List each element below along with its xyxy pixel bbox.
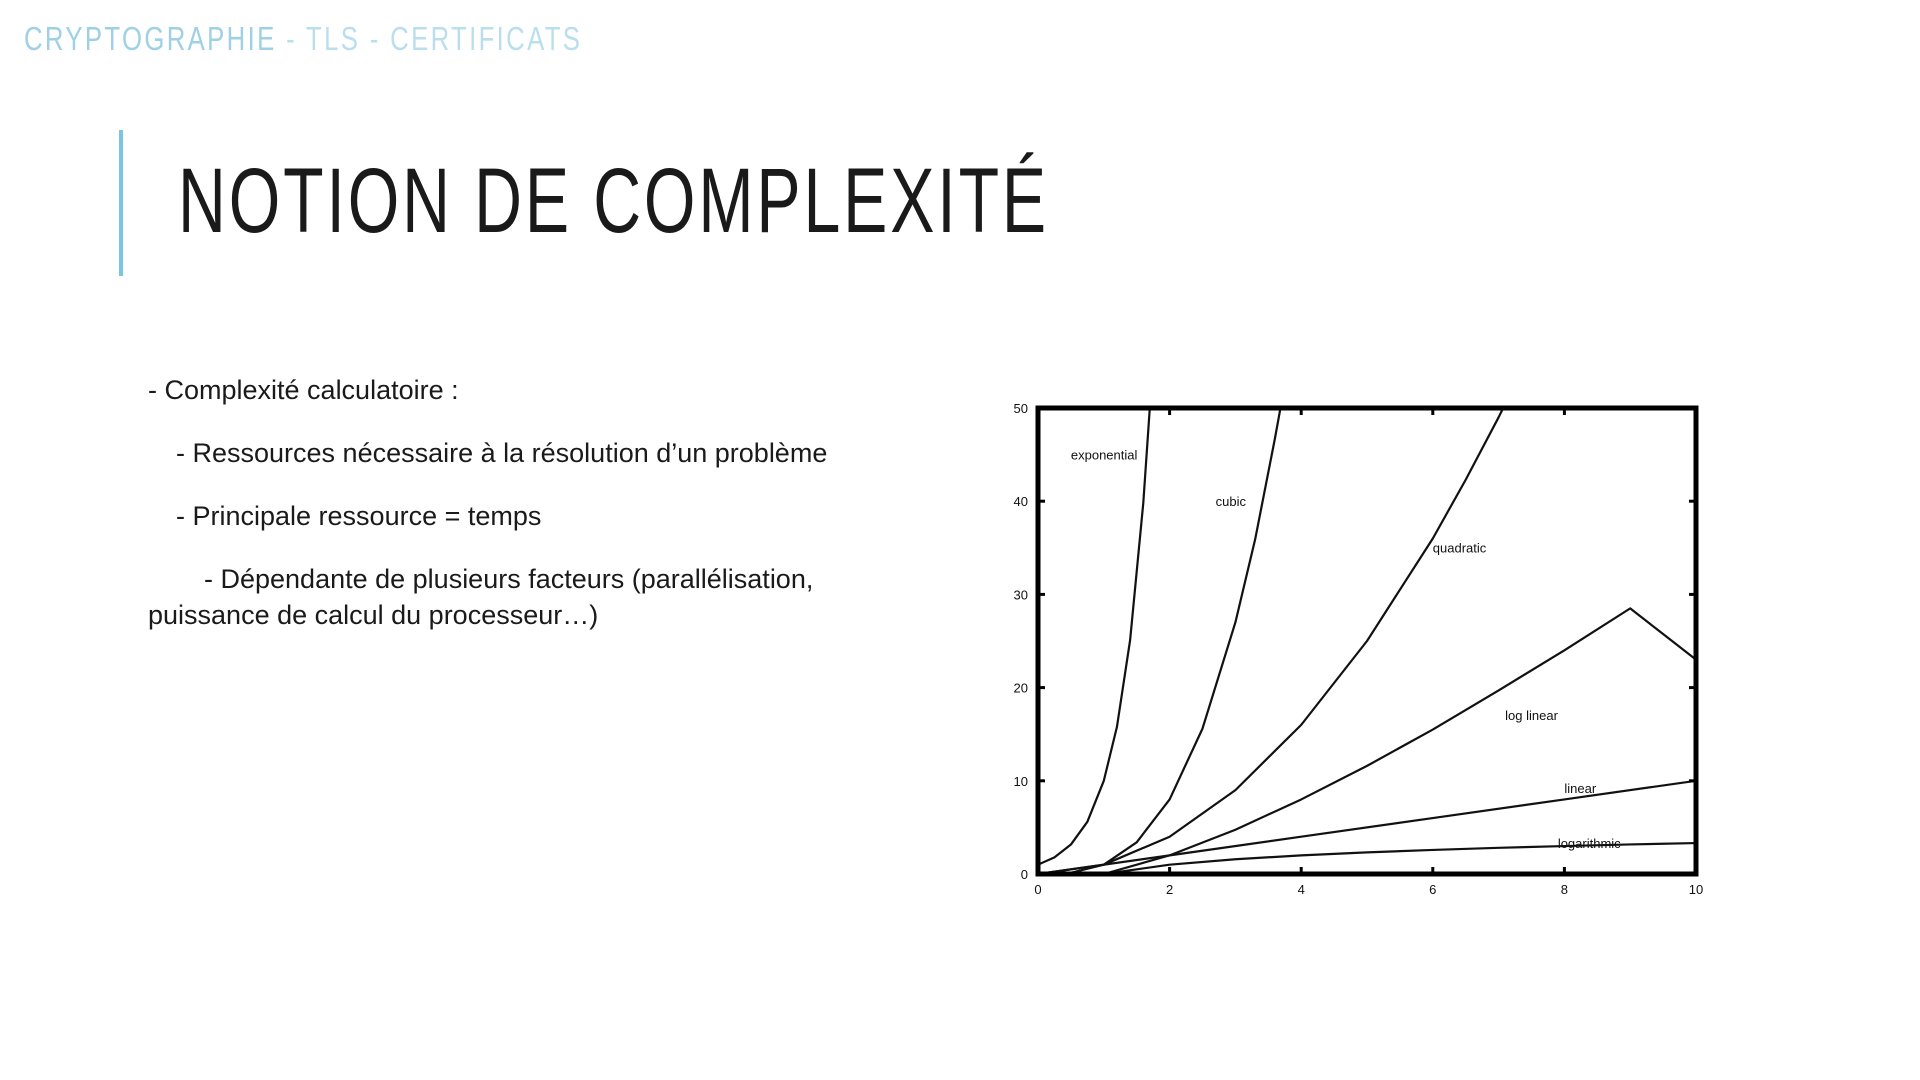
breadcrumb-subsection: - TLS - CERTIFICATS [276, 20, 583, 57]
breadcrumb-section: CRYPTOGRAPHIE [24, 20, 277, 57]
x-tick-label: 6 [1429, 882, 1437, 897]
slide-body [148, 372, 888, 633]
x-tick-label: 0 [1034, 882, 1042, 897]
page-title: NOTION DE COMPLEXITÉ [178, 150, 1049, 252]
y-tick-label: 30 [1013, 587, 1028, 603]
series-line-linear [1038, 781, 1696, 874]
series-line-quadratic [1038, 408, 1503, 874]
y-tick-label: 20 [1013, 680, 1028, 696]
series-label-cubic: cubic [1215, 493, 1247, 509]
title-accent-bar [119, 130, 123, 276]
complexity-chart [990, 390, 1730, 930]
bullet-2: - Ressources nécessaire à la résolution d’un problème [176, 438, 828, 468]
x-tick-label: 10 [1688, 882, 1704, 897]
y-tick-label: 0 [1020, 867, 1028, 882]
y-tick-label: 50 [1013, 401, 1028, 416]
series-line-cubic [1038, 410, 1280, 874]
series-label-linear: linear [1564, 780, 1597, 796]
series-line-exponential [1038, 407, 1150, 865]
bullet-3: - Principale ressource = temps [176, 501, 542, 531]
y-tick-label: 40 [1013, 494, 1028, 510]
x-tick-label: 2 [1165, 882, 1174, 897]
series-label-logarithmic: logarithmic [1557, 835, 1621, 851]
series-line-log-linear [1104, 608, 1696, 874]
x-tick-label: 4 [1297, 882, 1305, 897]
bullet-1: - Complexité calculatoire : [148, 375, 459, 405]
series-label-log-linear: log linear [1505, 708, 1558, 724]
series-label-exponential: exponential [1070, 447, 1138, 463]
bullet-4: - Dépendante de plusieurs facteurs (parallélisation, puissance de calcul du processeur…) [148, 564, 814, 630]
x-tick-label: 8 [1560, 882, 1569, 897]
series-label-quadratic: quadratic [1432, 540, 1487, 556]
breadcrumb [24, 20, 582, 58]
y-tick-label: 10 [1013, 773, 1028, 789]
